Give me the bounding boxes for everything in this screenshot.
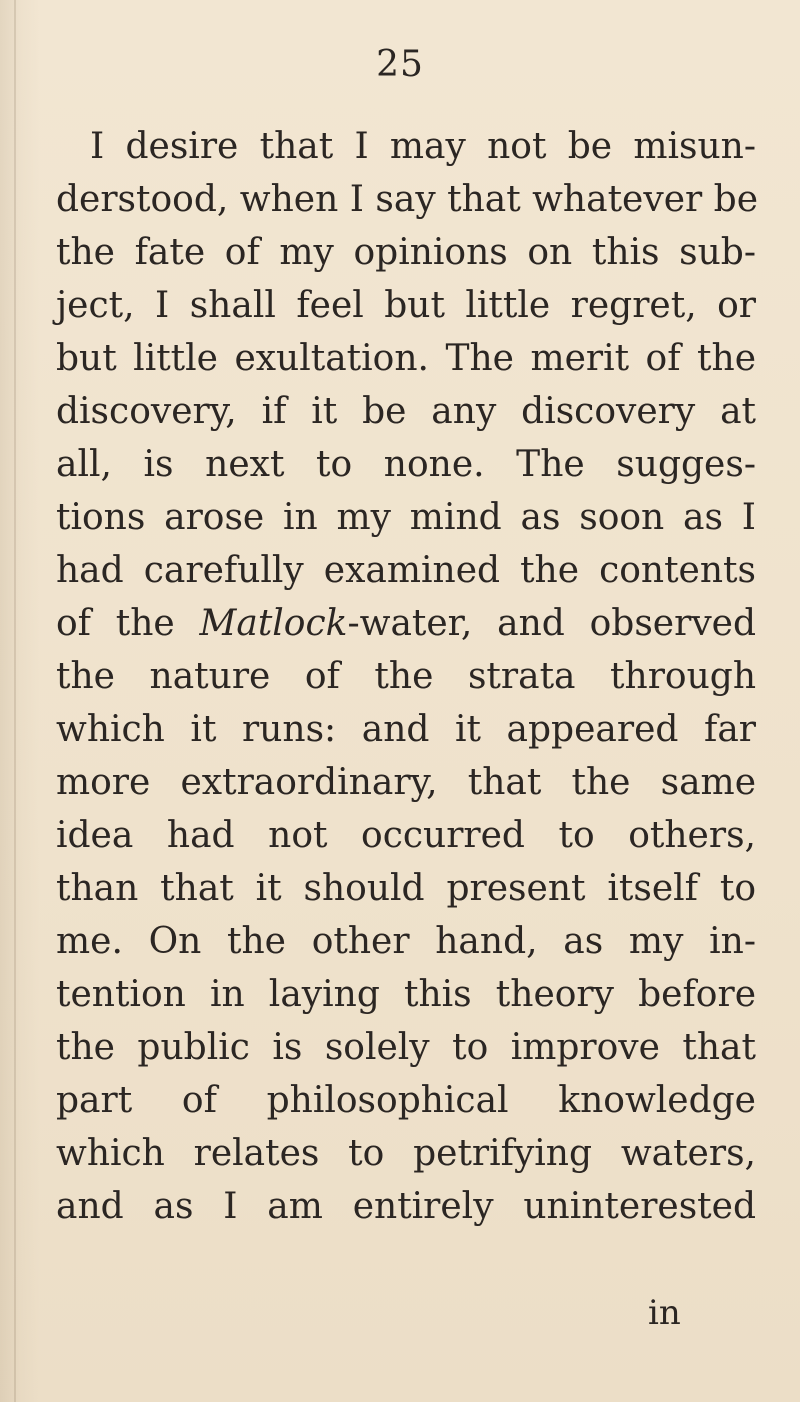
text-line: the nature of the strata through (56, 656, 756, 697)
text-line: idea had not occurred to others, (56, 815, 756, 856)
text-line: the public is solely to improve that (56, 1027, 756, 1068)
page-number: 25 (376, 44, 424, 85)
text-segment: of the (56, 603, 200, 644)
text-line: which it runs: and it appeared far (56, 709, 756, 750)
text-line: tions arose in my mind as soon as I (56, 497, 756, 538)
text-line: but little exultation. The merit of the (56, 338, 756, 379)
binding-edge (14, 0, 16, 1402)
text-line: the fate of my opinions on this sub- (56, 232, 756, 273)
text-line: me. On the other hand, as my in- (56, 921, 756, 962)
text-line: derstood, when I say that whatever be (56, 179, 758, 220)
text-line: had carefully examined the contents (56, 550, 756, 591)
text-line: which relates to petrifying waters, (56, 1133, 756, 1174)
text-line: discovery, if it be any discovery at (56, 391, 756, 432)
text-line-matlock (56, 597, 756, 650)
text-line: all, is next to none. The sugges- (56, 444, 756, 485)
text-line: ject, I shall feel but little regret, or (56, 285, 756, 326)
catchword: in (648, 1293, 681, 1333)
text-line: part of philosophical knowledge (56, 1080, 756, 1121)
text-line: I desire that I may not be misun- (90, 126, 756, 167)
text-segment: -water, and observed (347, 603, 757, 644)
text-line: more extraordinary, that the same (56, 762, 756, 803)
text-line: than that it should present itself to (56, 868, 756, 909)
body-text (56, 120, 756, 1233)
text-line: tention in laying this theory before (56, 974, 756, 1015)
italic-place-name: Matlock (199, 603, 348, 644)
text-line: and as I am entirely uninterested (56, 1186, 756, 1227)
